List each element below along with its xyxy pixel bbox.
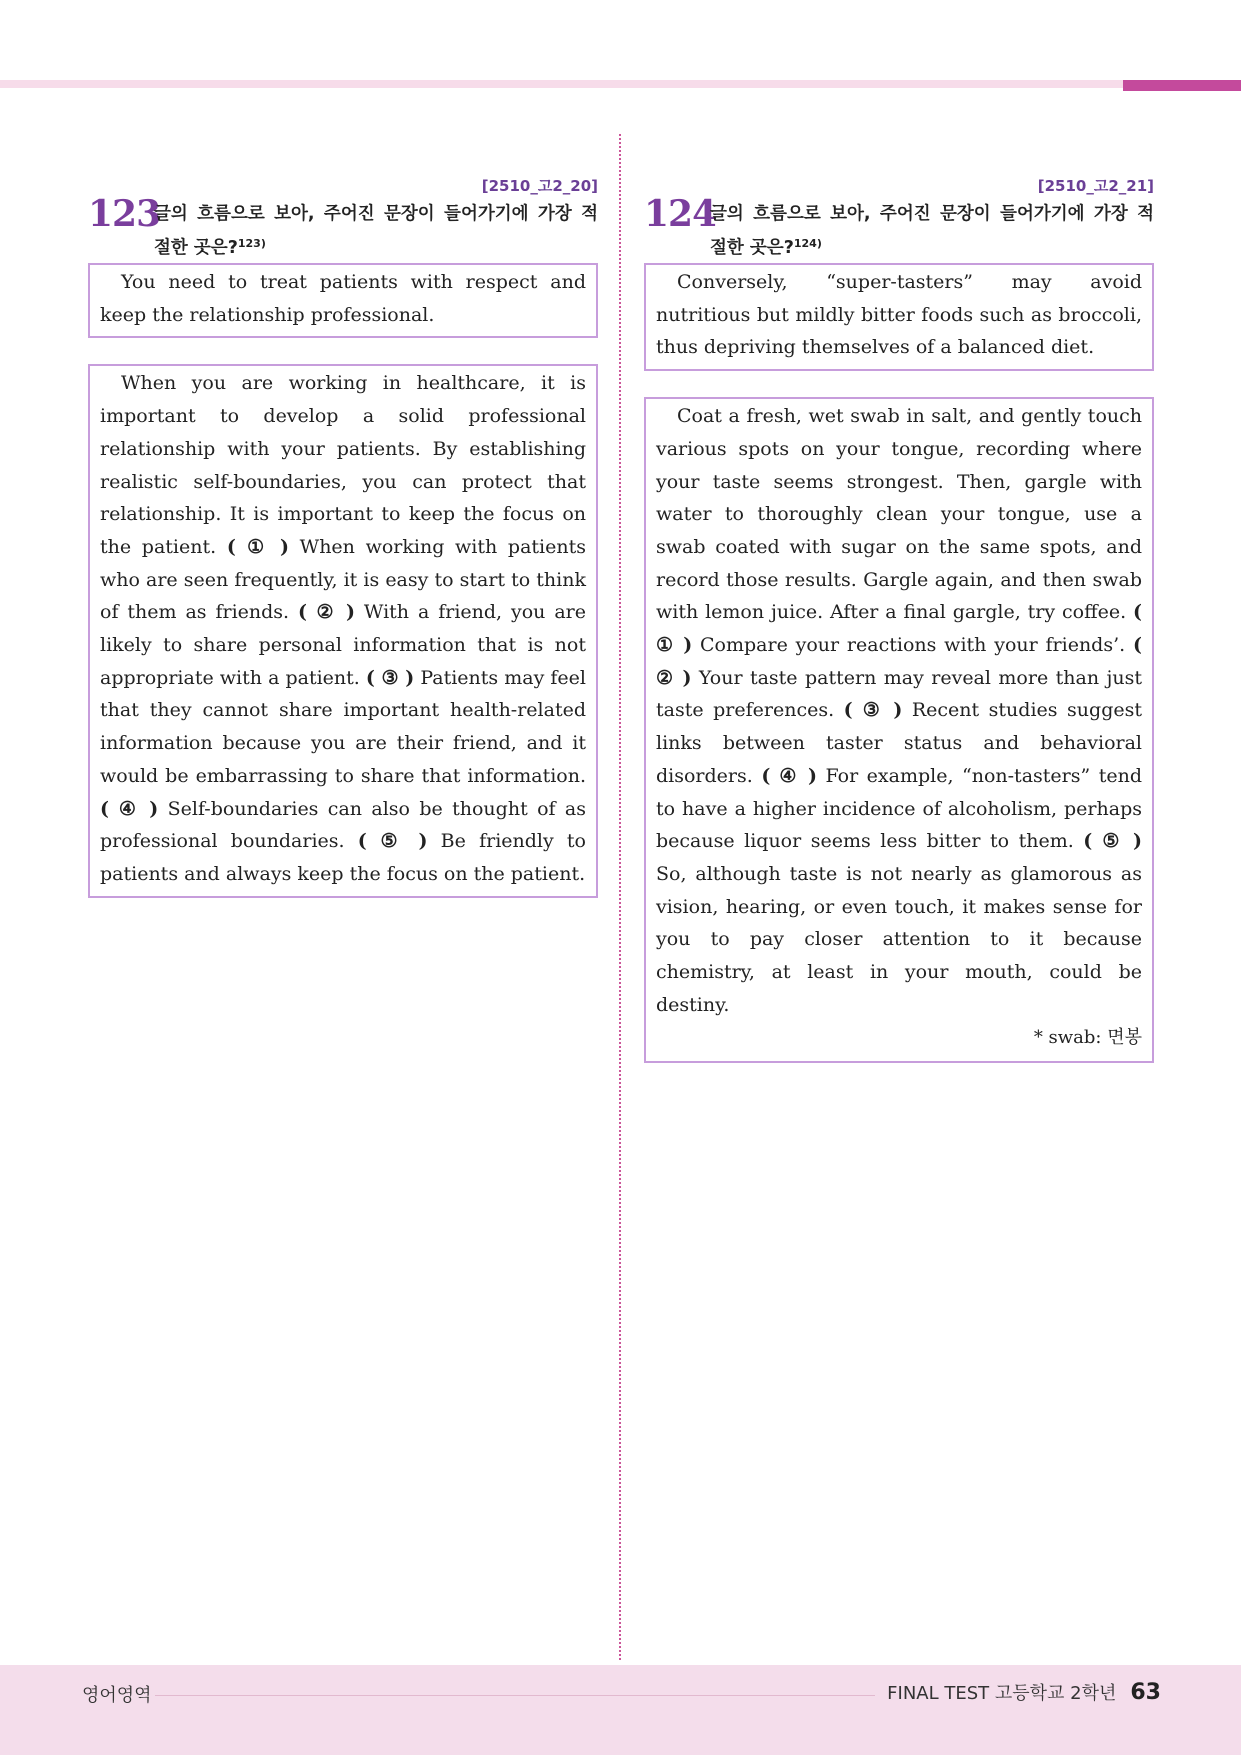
- passage-text: Self-boundaries can also be thought of as professional boundaries.: [100, 797, 586, 853]
- footnote-ref: 124): [793, 237, 822, 250]
- insertion-marker-4: ( ④ ): [761, 764, 817, 787]
- column-divider: [619, 134, 621, 1660]
- header-accent-bar: [1123, 80, 1241, 91]
- passage-text: Coat a fresh, wet swab in salt, and gently touch various spots on your tongue, recording where your taste seems strongest. Then, gargle with water to thoroughly clean your tongue, use a swab coated with sugar on the same spots, and record those results. Gargle again, and then swab with lemon juice. After a final gargle, try coffee.: [656, 405, 1142, 624]
- question-code: [2510_고2_20]: [481, 177, 598, 195]
- question-prompt: [154, 200, 598, 263]
- given-sentence: Conversely, “super-tasters” may avoid nutritious but mildly bitter foods such as broccoli, thus depriving themselves of a balanced diet.: [656, 271, 1142, 359]
- question-prompt-line2: 절한 곳은?: [154, 238, 238, 258]
- question-prompt-line1: 글의 흐름으로 보아, 주어진 문장이 들어가기에 가장 적: [710, 204, 1154, 224]
- passage-box: [644, 397, 1154, 1063]
- question-header: [644, 193, 1154, 258]
- given-sentence: You need to treat patients with respect and keep the relationship professional.: [100, 271, 586, 326]
- insertion-marker-5: ( ⑤ ): [357, 830, 428, 853]
- vocabulary-note: * swab: 면봉: [1033, 1027, 1142, 1049]
- insertion-marker-2: ( ② ): [656, 634, 1142, 689]
- insertion-marker-3: ( ③ ): [365, 666, 415, 689]
- insertion-marker-1: ( ① ): [226, 535, 289, 558]
- passage-text: So, although taste is not nearly as glamorous as vision, hearing, or even touch, it makes sense for you to pay closer attention to it because chemistry, at least in your mouth, could be destiny.: [656, 862, 1142, 1016]
- footer-rule: [155, 1695, 875, 1696]
- passage-text: Be friendly to patients and always keep the focus on the patient.: [100, 830, 586, 885]
- passage: [100, 367, 586, 890]
- passage-text: With a friend, you are likely to share personal information that is not appropriate with a patient.: [100, 601, 587, 689]
- footer-right: [887, 1679, 1161, 1705]
- passage-text: Recent studies suggest links between taster status and behavioral disorders.: [656, 699, 1142, 787]
- passage-text: Patients may feel that they cannot share important health-related information because you are their friend, and it would be embarrassing to share that information.: [100, 666, 586, 787]
- footer-subject: 영어영역: [82, 1685, 152, 1706]
- question-prompt: [710, 200, 1154, 263]
- page-footer: [0, 1665, 1241, 1755]
- question-prompt-line2: 절한 곳은?: [710, 238, 794, 258]
- passage-text: When you are working in healthcare, it is important to develop a solid professional relationship with your patients. By establishing realistic self-boundaries, you can protect that relationship. It is important to keep the focus on the patient.: [100, 372, 586, 558]
- passage-box: [88, 364, 598, 897]
- page-number: 63: [1130, 1680, 1161, 1705]
- question-prompt-line1: 글의 흐름으로 보아, 주어진 문장이 들어가기에 가장 적: [154, 204, 598, 224]
- passage-text: Compare your reactions with your friends’.: [692, 634, 1133, 657]
- question-123: [88, 175, 598, 898]
- question-124: [644, 175, 1154, 1063]
- insertion-marker-2: ( ② ): [298, 601, 355, 624]
- question-code: [2510_고2_21]: [1037, 177, 1154, 195]
- footer-series: FINAL TEST 고등학교 2학년: [887, 1683, 1117, 1704]
- header-rule: [0, 80, 1123, 88]
- question-number: 123: [88, 193, 161, 235]
- footnote-ref: 123): [237, 237, 266, 250]
- passage-text: Your taste pattern may reveal more than just taste preferences.: [656, 666, 1143, 722]
- insertion-marker-1: ( ① ): [656, 601, 1142, 657]
- passage-text: When working with patients who are seen frequently, it is easy to start to think of them as friends.: [100, 535, 586, 624]
- passage: [656, 400, 1142, 1021]
- question-number: 124: [644, 193, 717, 235]
- insertion-marker-4: ( ④ ): [100, 797, 159, 820]
- given-sentence-box: [88, 263, 598, 338]
- insertion-marker-3: ( ③ ): [843, 699, 903, 722]
- question-header: [88, 193, 598, 258]
- insertion-marker-5: ( ⑤ ): [1083, 830, 1142, 853]
- passage-text: For example, “non-tasters” tend to have a higher incidence of alcoholism, perhaps because liquor seems less bitter to them.: [656, 764, 1142, 853]
- given-sentence-box: [644, 263, 1154, 371]
